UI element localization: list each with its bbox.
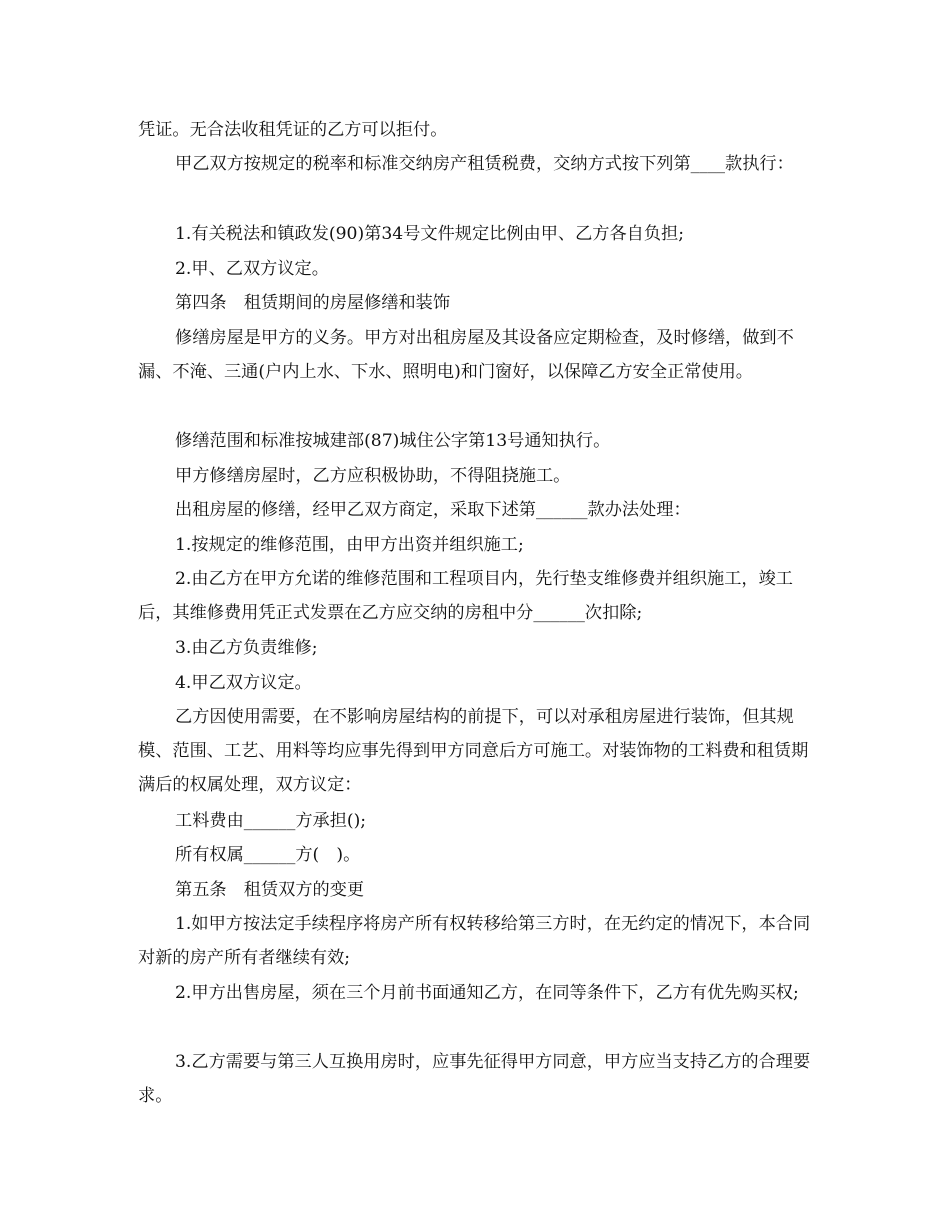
- paragraph-change-2: 2.甲方出售房屋，须在三个月前书面通知乙方，在同等条件下，乙方有优先购买权;: [175, 983, 799, 1003]
- paragraph-repair-duty: 修缮房屋是甲方的义务。甲方对出租房屋及其设备应定期检查，及时修缮，做到不漏、不淹、三通(户内上水、下水、照明电)和门窗好，以保障乙方安全正常使用。: [138, 328, 794, 382]
- paragraph-repair-option-3: 3.由乙方负责维修;: [175, 638, 318, 658]
- article-4-heading: 第四条 租赁期间的房屋修缮和装饰: [175, 293, 451, 313]
- paragraph-tax-option-2: 2.甲、乙双方议定。: [175, 259, 329, 279]
- paragraph-decoration: 乙方因使用需要，在不影响房屋结构的前提下，可以对承租房屋进行装饰，但其规模、范围、工艺、用料等均应事先得到甲方同意后方可施工。对装饰物的工料费和租赁期满后的权属处理，双方议定：: [138, 707, 809, 795]
- paragraph-repair-option-4: 4.甲乙双方议定。: [175, 673, 312, 693]
- paragraph-tax-option-1: 1.有关税法和镇政发(90)第34号文件规定比例由甲、乙方各自负担;: [175, 224, 685, 244]
- paragraph-change-3: 3.乙方需要与第三人互换用房时，应事先征得甲方同意，甲方应当支持乙方的合理要求。: [138, 1052, 811, 1106]
- paragraph-material-cost: 工料费由______方承担();: [175, 811, 367, 831]
- paragraph-repair-method: 出租房屋的修缮，经甲乙双方商定，采取下述第______款办法处理：: [175, 500, 691, 520]
- paragraph-continuation: 凭证。无合法收租凭证的乙方可以拒付。: [138, 120, 448, 140]
- paragraph-repair-cooperation: 甲方修缮房屋时，乙方应积极协助，不得阻挠施工。: [175, 466, 571, 486]
- paragraph-ownership: 所有权属______方( )。: [175, 845, 361, 865]
- paragraph-repair-option-1: 1.按规定的维修范围，由甲方出资并组织施工;: [175, 535, 524, 555]
- article-5-heading: 第五条 租赁双方的变更: [175, 880, 365, 900]
- paragraph-repair-standard: 修缮范围和标准按城建部(87)城住公字第13号通知执行。: [175, 431, 611, 451]
- paragraph-change-1: 1.如甲方按法定手续程序将房产所有权转移给第三方时，在无约定的情况下，本合同对新的房产所有者继续有效;: [138, 914, 811, 968]
- paragraph-repair-option-2: 2.由乙方在甲方允诺的维修范围和工程项目内，先行垫支维修费并组织施工，竣工后，其维修费用凭正式发票在乙方应交纳的房租中分______次扣除;: [138, 569, 793, 623]
- paragraph-tax-payment: 甲乙双方按规定的税率和标准交纳房产租赁税费，交纳方式按下列第____款执行：: [175, 154, 794, 174]
